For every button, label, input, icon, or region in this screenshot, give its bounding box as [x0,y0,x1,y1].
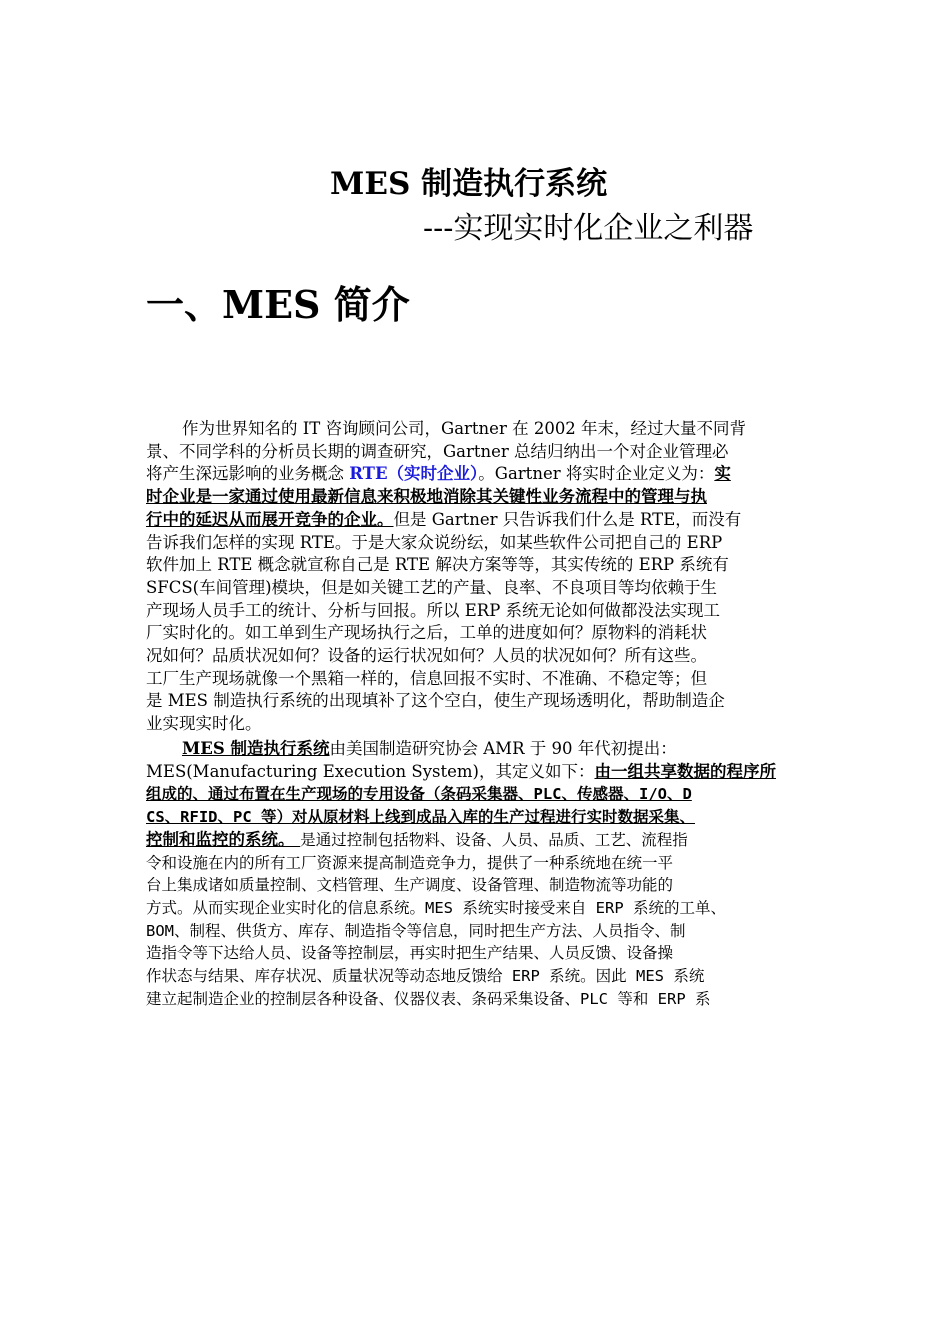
paragraph-rte-intro [146,418,811,736]
text-line: 业实现实时化。 [146,714,262,734]
text-line: BOM、制程、供货方、库存、制造指令等信息，同时把生产方法、人员指令、制 [146,921,686,940]
mes-term: MES 制造执行系统 [182,739,330,758]
text-line: SFCS(车间管理)模块，但是如关键工艺的产量、良率、不良项目等均依赖于生 [146,577,718,597]
text-line [146,738,811,761]
text-line: 建立起制造企业的控制层各种设备、仪器仪表、条码采集设备、PLC 等和 ERP 系 [146,989,711,1008]
rte-definition-line: 时企业是一家通过使用最新信息来积极地消除其关键性业务流程中的管理与执 [146,487,707,507]
text-line: 软件加上 RTE 概念就宣称自己是 RTE 解决方案等等，其实传统的 ERP 系统有 [146,555,729,575]
text-line: 台上集成诸如质量控制、文档管理、生产调度、设备管理、制造物流等功能的 [146,876,674,895]
text-line: 工厂生产现场就像一个黑箱一样的，信息回报不实时、不准确、不稳定等；但 [146,668,707,688]
text-line [146,829,811,852]
text-line [146,509,811,532]
rte-definition-start: 实 [714,464,731,484]
text-line: 是 MES 制造执行系统的出现填补了这个空白，使生产现场透明化，帮助制造企 [146,691,725,711]
text-line: 令和设施在内的所有工厂资源来提高制造竞争力，提供了一种系统地在统一平 [146,853,674,872]
text-line: 告诉我们怎样的实现 RTE。于是大家众说纷纭，如某些软件公司把自己的 ERP [146,532,723,552]
text-line: 厂实时化的。如工单到生产现场执行之后，工单的进度如何？原物料的消耗状 [146,623,707,643]
section-heading: 一、MES 简介 [146,282,410,327]
text-line [146,463,811,486]
text-line [146,761,811,784]
text-line: 产现场人员手工的统计、分析与回报。所以 ERP 系统无论如何做都没法实现工 [146,600,721,620]
text-run: 将产生深远影响的业务概念 [146,464,350,484]
mes-definition-line: 组成的、通过布置在生产现场的专用设备（条码采集器、PLC、传感器、I/O、D [146,785,692,804]
text-run: 是通过控制包括物料、设备、人员、品质、工艺、流程指 [300,830,688,849]
rte-term: RTE（实时企业） [349,464,479,484]
document-subtitle: ---实现实时化企业之利器 [423,211,754,246]
mes-definition-end: 控制和监控的系统。 [146,829,301,849]
text-run: MES(Manufacturing Execution System)，其定义如下： [146,761,595,781]
text-run: 由美国制造研究协会 AMR 于 90 年代初提出： [329,739,677,758]
text-run: 作为世界知名的 IT 咨询顾问公司，Gartner 在 2002 年末，经过大量不同背 [182,419,747,438]
text-line: 况如何？品质状况如何？设备的运行状况如何？人员的状况如何？所有这些。 [146,646,707,666]
text-line: 造指令等下达给人员、设备等控制层，再实时把生产结果、人员反馈、设备操 [146,944,674,963]
mes-definition-start: 由一组共享数据的程序所 [594,761,776,781]
mes-definition-line: CS、RFID、PC 等）对从原材料上线到成品入库的生产过程进行实时数据采集、 [146,808,695,827]
document-title: MES 制造执行系统 [330,166,608,202]
text-line: 方式。从而实现企业实时化的信息系统。MES 系统实时接受来自 ERP 系统的工单、 [146,898,726,917]
text-run: 。Gartner 将实时企业定义为： [478,464,715,484]
rte-definition-end: 行中的延迟从而展开竞争的企业。 [146,509,394,529]
text-line: 景、不同学科的分析员长期的调查研究，Gartner 总结归纳出一个对企业管理必 [146,441,729,461]
text-run: 但是 Gartner 只告诉我们什么是 RTE，而没有 [393,509,742,529]
text-line: 作状态与结果、库存状况、质量状况等动态地反馈给 ERP 系统。因此 MES 系统 [146,967,705,986]
paragraph-mes-definition [146,738,811,1010]
text-line [146,418,811,441]
